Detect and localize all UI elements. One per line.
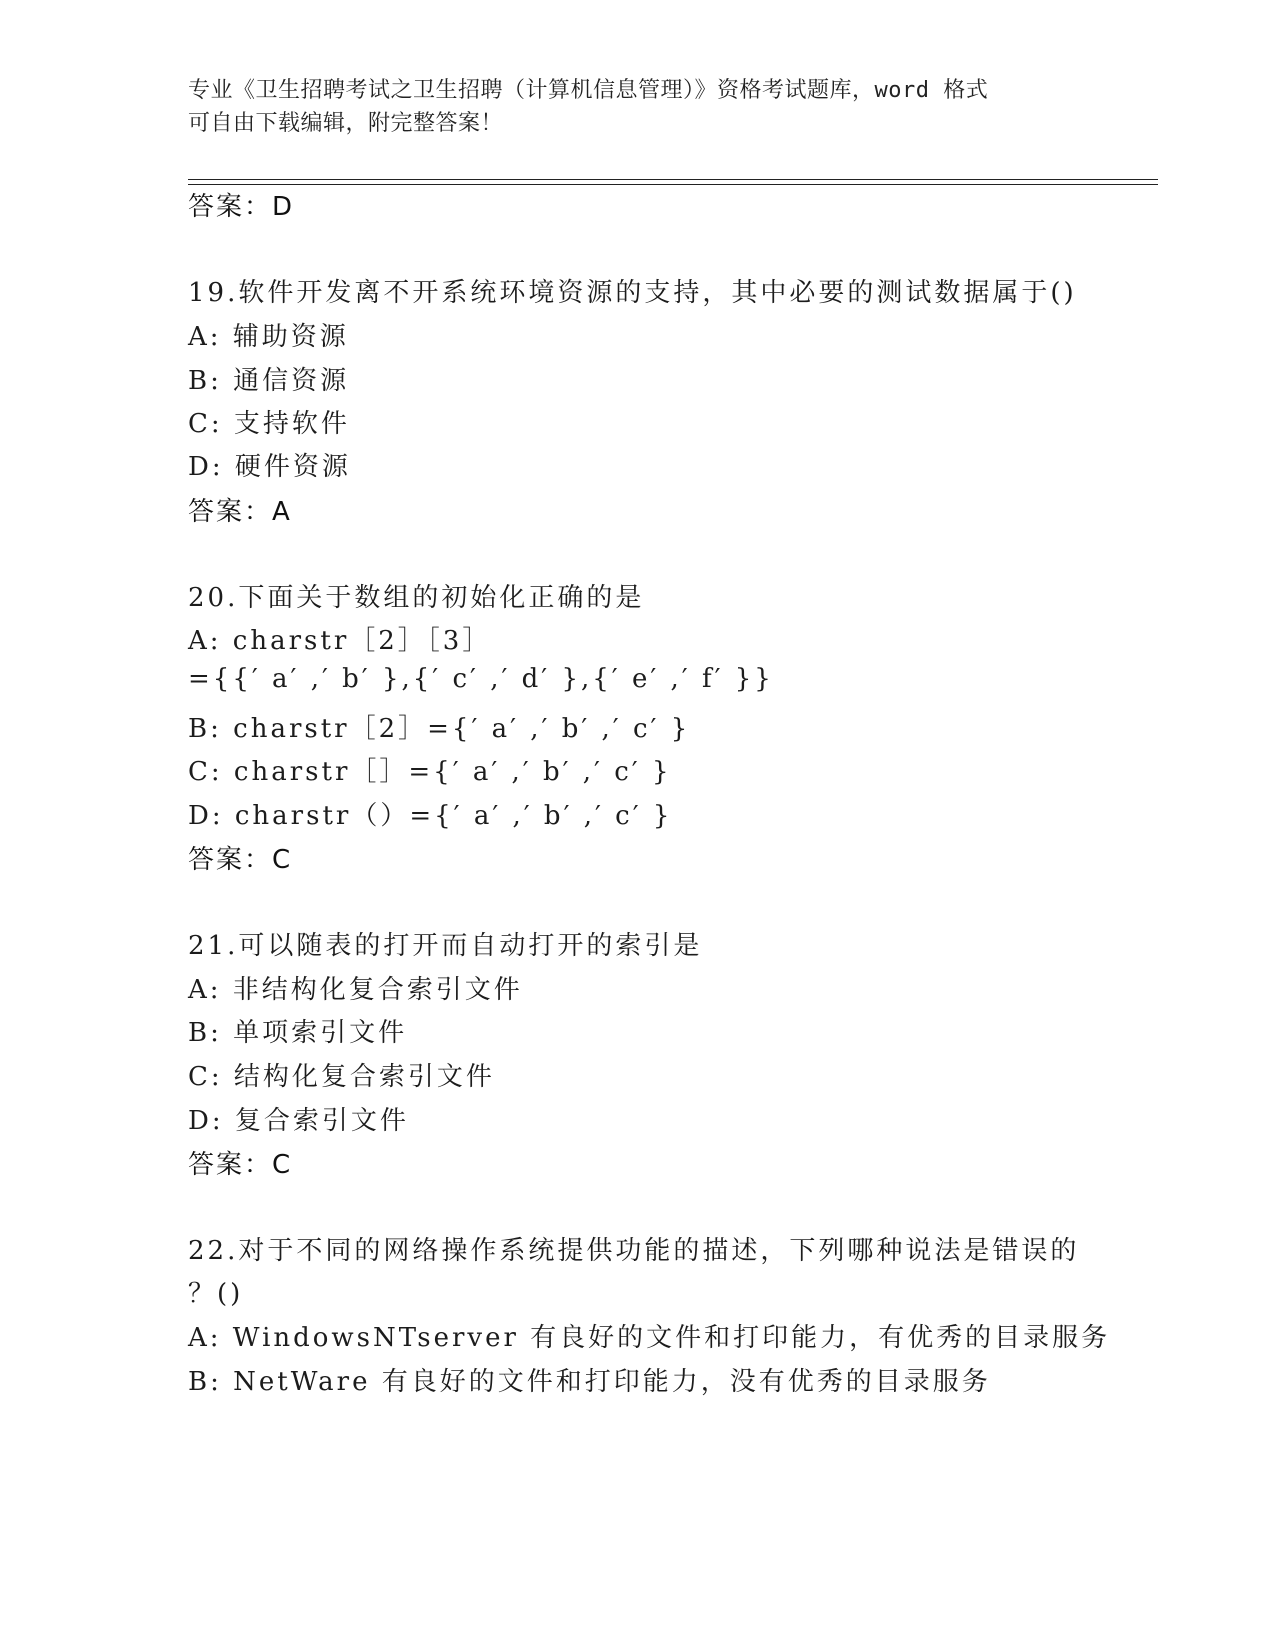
option-a: A: 辅助资源 <box>188 322 349 352</box>
question-stem: 20.下面关于数组的初始化正确的是 <box>188 583 645 613</box>
answer-label: 答案： <box>188 1150 273 1180</box>
option-b: B: 通信资源 <box>188 366 350 396</box>
answer-label: 答案： <box>188 845 273 875</box>
answer-value: C <box>272 1150 293 1180</box>
option-a: A: charstr［2］［3］ <box>188 626 492 656</box>
document-header <box>188 74 1068 140</box>
header-line-2: 可自由下载编辑，附完整答案！ <box>188 111 504 136</box>
option-d: D: charstr（）={′ a′ ,′ b′ ,′ c′ } <box>188 801 673 831</box>
answer-line <box>188 1144 292 1181</box>
header-line-1: 专业《卫生招聘考试之卫生招聘（计算机信息管理）》资格考试题库，word 格式 <box>188 78 989 103</box>
option-a: A: 非结构化复合索引文件 <box>188 975 523 1005</box>
question-stem: 19.软件开发离不开系统环境资源的支持，其中必要的测试数据属于() <box>188 278 1077 308</box>
option-d: D: 硬件资源 <box>188 452 351 482</box>
answer-value: D <box>272 192 295 222</box>
question-stem: 22.对于不同的网络操作系统提供功能的描述，下列哪种说法是错误的 <box>188 1236 1080 1266</box>
option-d: D: 复合索引文件 <box>188 1106 409 1136</box>
answer-line <box>188 186 294 223</box>
answer-line <box>188 491 292 528</box>
option-c: C: 结构化复合索引文件 <box>188 1062 495 1092</box>
option-a-continued: ={{′ a′ ,′ b′ },{′ c′ ,′ d′ },{′ e′ ,′ f′ }} <box>188 664 774 694</box>
answer-label: 答案： <box>188 497 273 527</box>
answer-line <box>188 839 292 876</box>
option-b: B: charstr［2］={′ a′ ,′ b′ ,′ c′ } <box>188 714 691 744</box>
option-b: B: 单项索引文件 <box>188 1018 408 1048</box>
answer-label: 答案： <box>188 192 273 222</box>
answer-value: A <box>272 497 292 527</box>
option-c: C: charstr［］={′ a′ ,′ b′ ,′ c′ } <box>188 757 672 787</box>
option-c: C: 支持软件 <box>188 409 350 439</box>
option-a: A: WindowsNTserver 有良好的文件和打印能力，有优秀的目录服务 <box>188 1323 1111 1353</box>
header-divider <box>188 184 1158 185</box>
header-divider <box>188 179 1158 180</box>
option-b: B: NetWare 有良好的文件和打印能力，没有优秀的目录服务 <box>188 1367 991 1397</box>
question-stem-continued: ？() <box>188 1279 244 1309</box>
answer-value: C <box>272 845 293 875</box>
question-stem: 21.可以随表的打开而自动打开的索引是 <box>188 931 703 961</box>
